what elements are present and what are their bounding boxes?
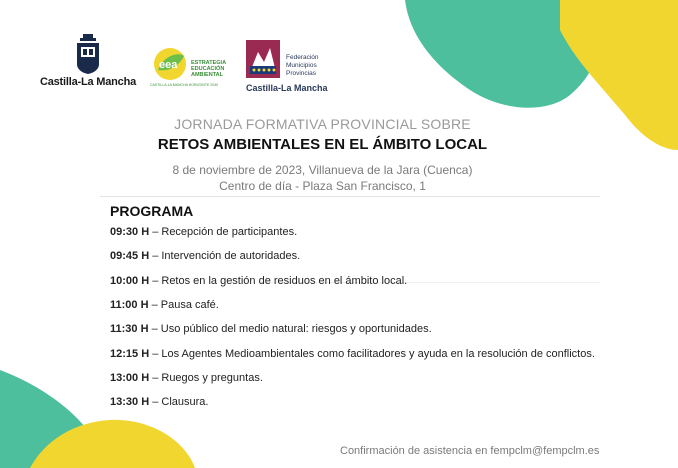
agenda-item xyxy=(110,396,208,408)
agenda-time: 13:30 H xyxy=(110,396,150,408)
agenda-item xyxy=(110,226,297,238)
eea-leaf-icon xyxy=(150,44,190,84)
femp-clm-logo xyxy=(244,38,336,96)
femp-logo-text: Federación Municipios Provincias xyxy=(286,54,319,77)
eea-logo-mark: eea xyxy=(159,59,178,71)
agenda-text: Ruegos y preguntas. xyxy=(161,372,263,384)
agenda-separator: – xyxy=(148,323,161,335)
clm-logo-text: Castilla-La Mancha xyxy=(39,76,137,88)
castle-crest-icon xyxy=(75,34,101,74)
eea-logo-subtext: CASTILLA-LA MANCHA HORIZONTE 2030 xyxy=(150,83,219,87)
agenda-separator: – xyxy=(149,275,162,287)
agenda-text: Retos en la gestión de residuos en el ámbito local. xyxy=(161,275,408,287)
estrategia-educacion-ambiental-logo xyxy=(150,42,238,92)
agenda-item xyxy=(110,250,300,262)
agenda-separator: – xyxy=(149,372,162,384)
agenda-item xyxy=(110,299,219,311)
agenda-time: 11:00 H xyxy=(110,299,149,311)
agenda-text: Recepción de participantes. xyxy=(161,226,298,238)
confirmation-footer: Confirmación de asistencia en fempclm@fempclm.es xyxy=(340,445,600,457)
castilla-la-mancha-logo xyxy=(38,34,138,88)
agenda-separator: – xyxy=(149,396,162,408)
header-logos xyxy=(0,0,678,110)
agenda-time: 10:00 H xyxy=(110,275,150,287)
agenda-separator: – xyxy=(149,250,162,262)
agenda-item xyxy=(110,348,595,360)
programa-heading: PROGRAMA xyxy=(110,203,194,219)
eea-logo-text: ESTRATEGIA EDUCACIÓN AMBIENTAL xyxy=(191,60,226,78)
agenda-text: Uso público del medio natural: riesgos y oportunidades. xyxy=(160,323,432,335)
agenda-separator: – xyxy=(149,348,162,360)
agenda-text: Intervención de autoridades. xyxy=(161,250,301,262)
agenda-time: 09:30 H xyxy=(110,226,150,238)
femp-emblem-icon xyxy=(244,38,282,80)
event-date-place: 8 de noviembre de 2023, Villanueva de la Jara (Cuenca) xyxy=(172,163,473,177)
event-venue: Centro de día - Plaza San Francisco, 1 xyxy=(219,179,426,193)
agenda-time: 09:45 H xyxy=(110,250,150,262)
femp-logo-region: Castilla-La Mancha xyxy=(246,83,328,93)
agenda-text: Clausura. xyxy=(161,396,209,408)
agenda-time: 13:00 H xyxy=(110,372,150,384)
agenda-text: Los Agentes Medioambientales como facilitadores y ayuda en la resolución de conflictos. xyxy=(161,348,595,360)
divider xyxy=(100,196,600,197)
agenda-separator: – xyxy=(148,299,161,311)
agenda-separator: – xyxy=(149,226,162,238)
agenda-time: 12:15 H xyxy=(110,348,150,360)
agenda-item xyxy=(110,275,407,287)
event-subtitle: JORNADA FORMATIVA PROVINCIAL SOBRE xyxy=(174,116,471,132)
event-title: RETOS AMBIENTALES EN EL ÁMBITO LOCAL xyxy=(157,136,488,153)
agenda-item xyxy=(110,372,263,384)
agenda-item xyxy=(110,323,432,335)
agenda-time: 11:30 H xyxy=(110,323,149,335)
agenda-text: Pausa café. xyxy=(160,299,219,311)
